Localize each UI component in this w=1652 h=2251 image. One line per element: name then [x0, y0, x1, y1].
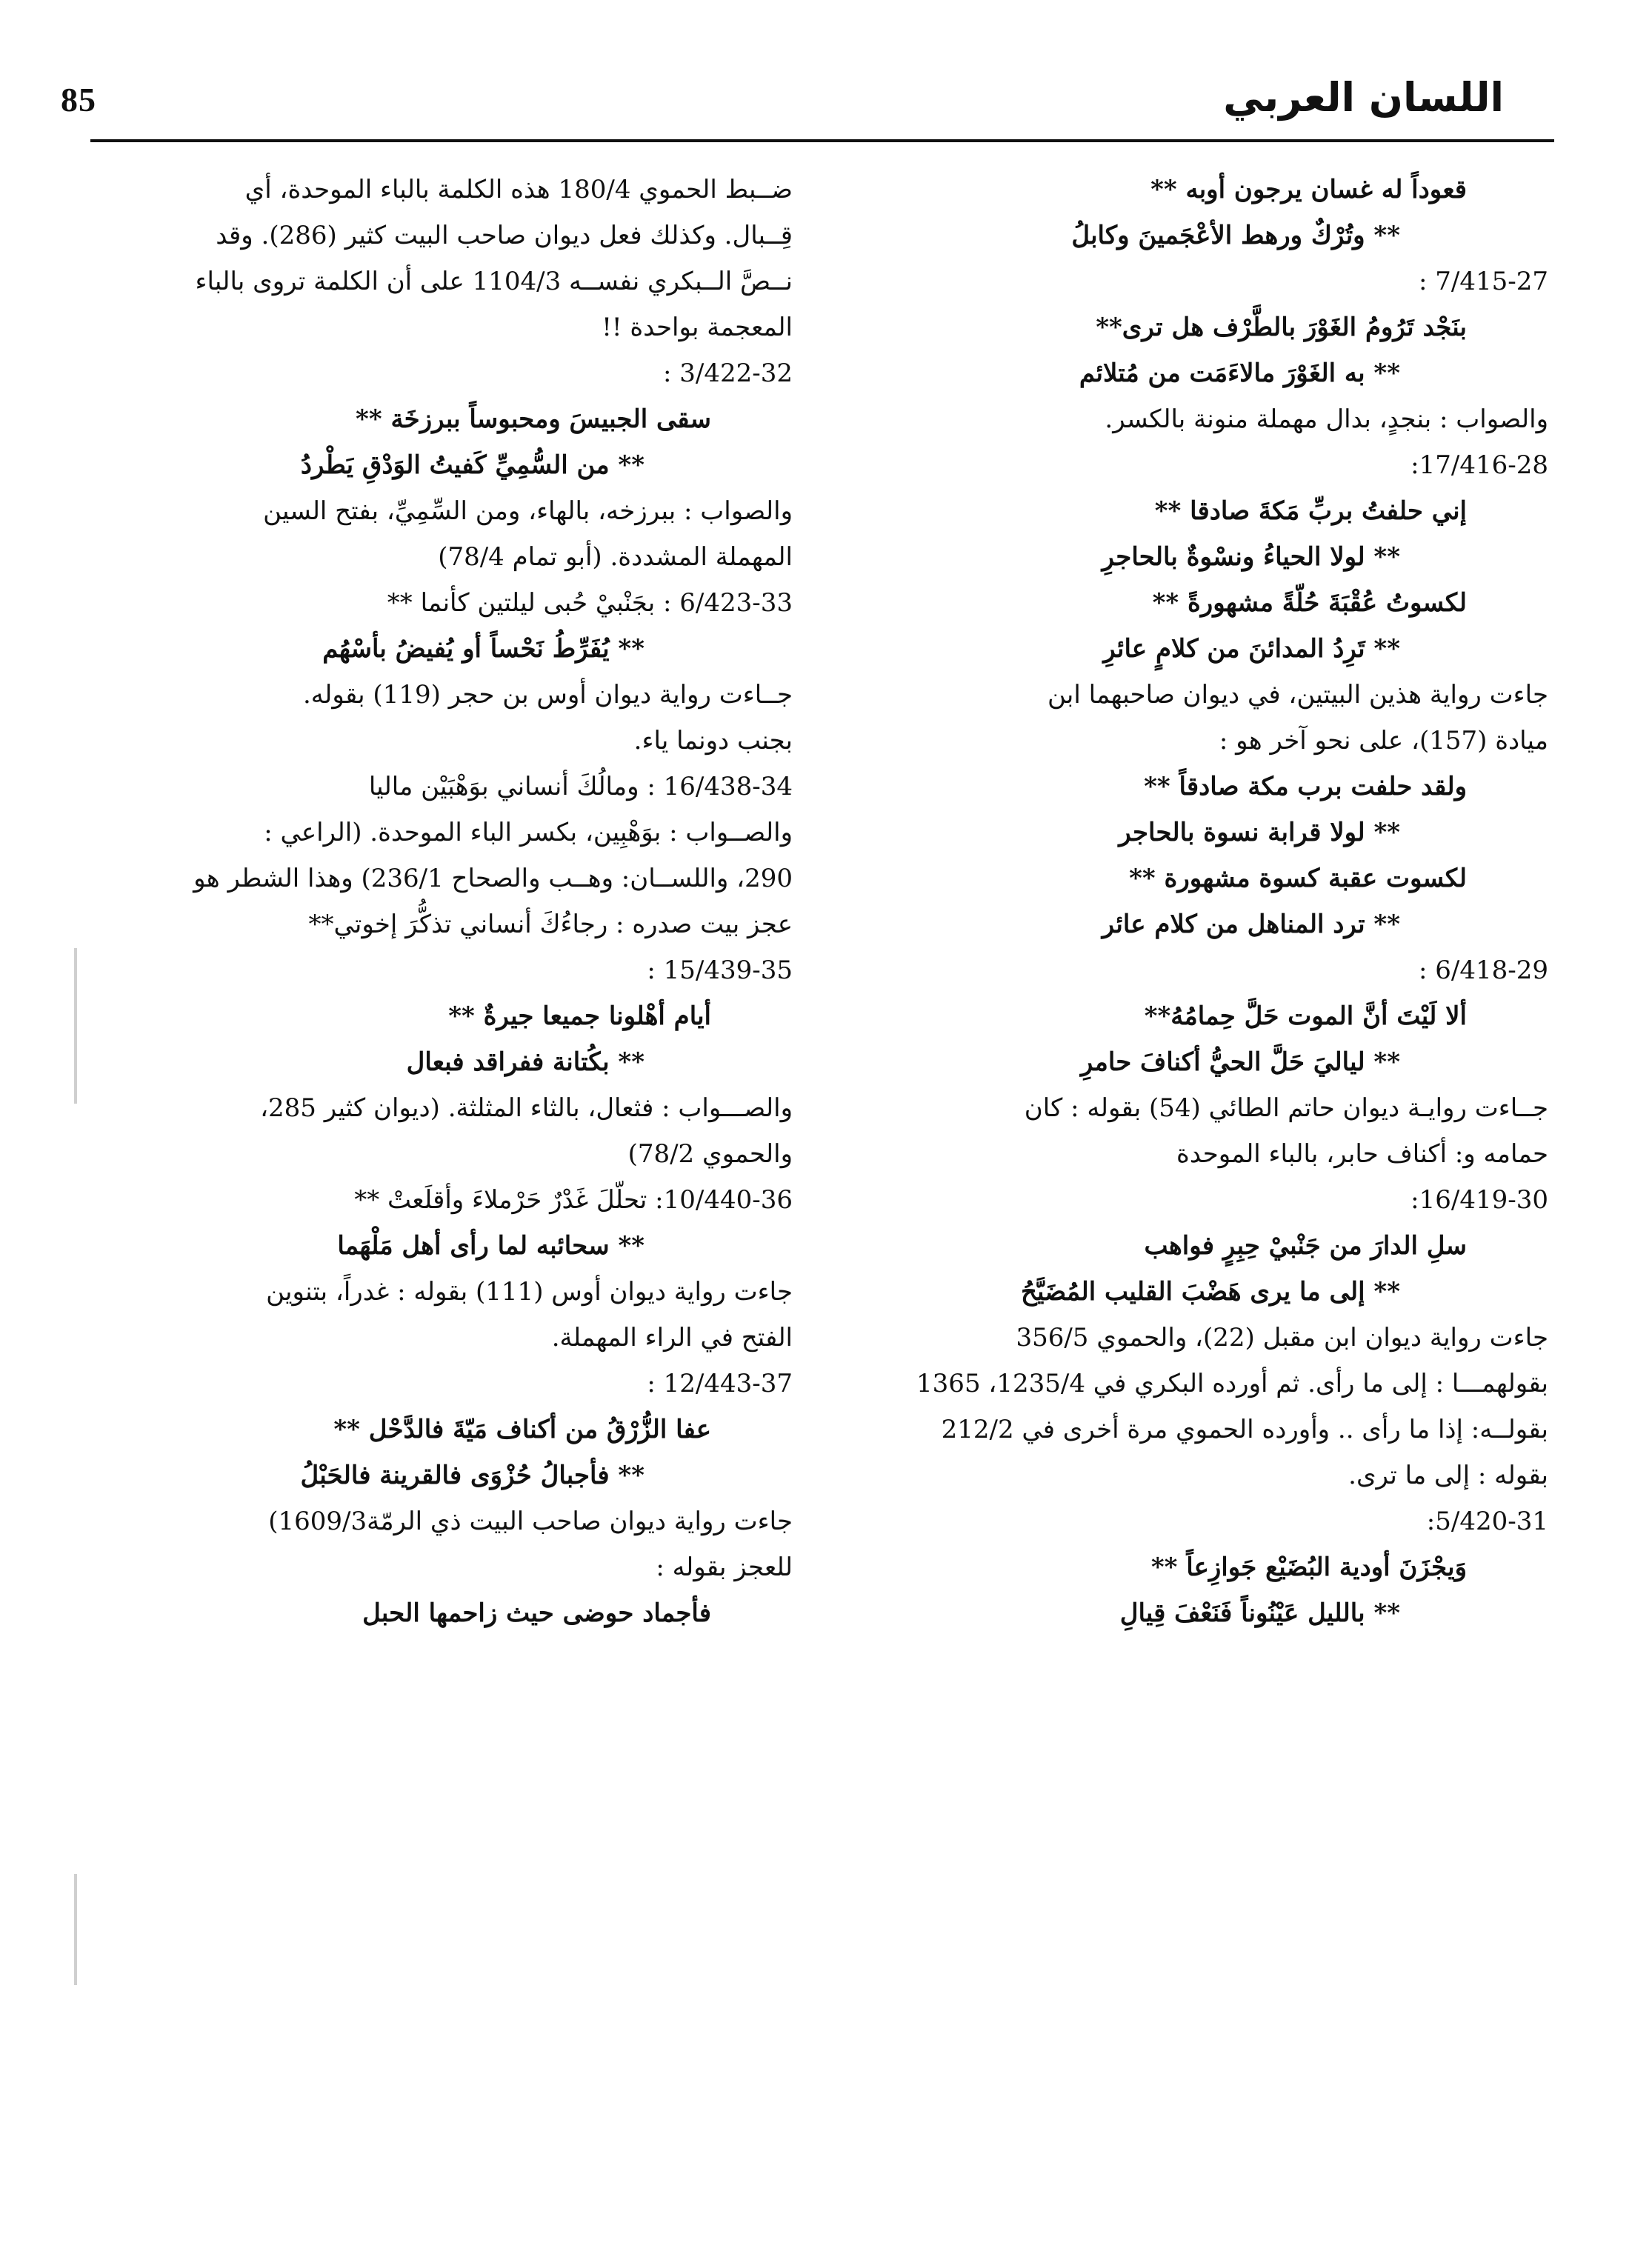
verse-reference: 16/438-34 : ومالُكَ أنساني بوَهْبَيْن ماليا: [368, 772, 793, 801]
commentary-line: بقولــه: إذا ما رأى .. وأورده الحموي مرة أخرى في 212/2: [941, 1415, 1548, 1444]
commentary-line: حمامه و: أكناف حابر، بالباء الموحدة: [1176, 1139, 1548, 1169]
verse-line: سلِ الدارَ من جَنْبيْ حِبِرٍ فواهب: [1144, 1231, 1467, 1261]
commentary-line: بقولهمـــا : إلى ما رأى. ثم أورده البكري في 1235/4، 1365: [916, 1369, 1548, 1398]
commentary-line: والصواب : بنجدٍ، بدال مهملة منونة بالكسر.: [1105, 404, 1548, 434]
verse-reference: 15/439-35 :: [647, 956, 793, 985]
verse-line: إني حلفتُ بربِّ مَكةَ صادقا **: [1154, 496, 1467, 526]
commentary-line: جــاءت رواية ديوان أوس بن حجر (119) بقوله.: [302, 680, 793, 710]
verse-line: ** ترد المناهل من كلام عائر: [1102, 910, 1400, 939]
verse-line: ** بالليل عَيْنُوناً فَنَعْفَ قِيالِ: [1119, 1598, 1400, 1628]
verse-line: لكسوتُ عُقْبَةَ حُلّةً مشهورةً **: [1152, 588, 1467, 618]
header-rule: [90, 139, 1554, 142]
verse-reference: 10/440-36: تحلّلَ غَدْرٌ حَرْملاءَ وأقلَعتْ **: [354, 1185, 793, 1215]
verse-line: ** به الغَوْرَ مالاءَمَت من مُتلائم: [1079, 359, 1400, 388]
scan-mark: [74, 948, 77, 1104]
commentary-line: والحموي 78/2): [627, 1139, 793, 1169]
journal-title: اللسان العربي: [1223, 74, 1504, 121]
commentary-line: المعجمة بواحدة !!: [602, 313, 793, 342]
verse-line: فأجماد حوضى حيث زاحمها الحبل: [362, 1598, 711, 1628]
verse-line: أيام أهْلونا جميعا جيرةٌ **: [448, 1001, 711, 1031]
commentary-line: جاءت رواية هذين البيتين، في ديوان صاحبهما ابن: [1048, 680, 1548, 710]
verse-reference: 3/422-32 :: [663, 359, 793, 388]
verse-reference: 16/419-30:: [1410, 1185, 1548, 1215]
verse-line: ** يُفَرِّطُ نَحْساً أو يُفيضُ بأسْهُم: [322, 634, 645, 664]
verse-line: ** تَرِدُ المدائنَ من كلامٍ عائرِ: [1103, 634, 1400, 664]
commentary-line: والصـــواب : فثعال، بالثاء المثلثة. (ديوان كثير 285،: [260, 1093, 793, 1123]
commentary-line: جاءت رواية ديوان صاحب البيت ذي الرمّة1609/3): [268, 1507, 793, 1536]
verse-line: ** فأجبالُ حُزْوَى فالقرينة فالحَبْلُ: [300, 1461, 645, 1490]
verse-line: عفا الزُّرْقُ من أكناف مَيّةَ فالدَّحْل **: [333, 1415, 711, 1444]
right-column: [852, 167, 1548, 1636]
verse-line: ** وتُرْكٌ ورهط الأعْجَمينَ وكابلُ: [1071, 221, 1400, 250]
commentary-line: ضــبط الحموي 180/4 هذه الكلمة بالباء الموحدة، أي: [244, 175, 793, 204]
verse-reference: 6/418-29 :: [1419, 956, 1548, 985]
commentary-line: 290، واللســان: وهــب والصحاح 236/1) وهذا الشطر هو: [193, 864, 793, 893]
left-column: [104, 167, 793, 1636]
commentary-line: للعجز بقوله :: [656, 1553, 793, 1582]
commentary-line: ميادة (157)، على نحو آخر هو :: [1219, 726, 1548, 756]
verse-line: ** لياليَ حَلَّ الحيُّ أكنافَ حامرِ: [1080, 1047, 1400, 1077]
verse-reference: 17/416-28:: [1410, 450, 1548, 480]
verse-line: بنَجْد تَرُومُ الغَوْرَ بالطَّرْف هل ترى**: [1096, 313, 1467, 342]
page-number: 85: [61, 81, 96, 119]
verse-line: ولقد حلفت برب مكة صادقاً **: [1144, 772, 1467, 801]
commentary-line: والصــواب : بوَهْبِين، بكسر الباء الموحدة. (الراعي :: [264, 818, 793, 847]
verse-reference: 7/415-27 :: [1419, 267, 1548, 296]
verse-line: ** إلى ما يرى هَضْبَ القليب المُضَيَّحُ: [1021, 1277, 1400, 1307]
verse-line: ** سحائبه لما رأى أهل مَلْهَما: [337, 1231, 645, 1261]
verse-reference: 5/420-31:: [1426, 1507, 1548, 1536]
verse-line: ** لولا قرابة نسوة بالحاجر: [1119, 818, 1400, 847]
verse-line: قعوداً له غسان يرجون أوبه **: [1150, 175, 1467, 204]
commentary-line: بقوله : إلى ما ترى.: [1348, 1461, 1548, 1490]
commentary-line: والصواب : ببرزخه، بالهاء، ومن السِّمِيِّ، بفتح السين: [263, 496, 793, 526]
commentary-line: المهملة المشددة. (أبو تمام 78/4): [438, 542, 793, 572]
page-header: [0, 0, 1652, 156]
verse-line: ** لولا الحياءُ ونسْوةٌ بالحاجرِ: [1102, 542, 1400, 572]
verse-line: ** من السُّمِيِّ كَفيتُ الوَدْقِ يَطْردُ: [300, 450, 645, 480]
commentary-line: عجز بيت صدره : رجاءُكَ أنساني تذكُّرَ إخوتي**: [308, 910, 793, 939]
verse-line: لكسوت عقبة كسوة مشهورة **: [1129, 864, 1467, 893]
verse-line: وَيجْزَنَ أودية البُضَيْع جَوازِعاً **: [1150, 1553, 1467, 1582]
verse-line: سقى الجبيسَ ومحبوساً ببرزخَة **: [356, 404, 711, 434]
verse-reference: 12/443-37 :: [647, 1369, 793, 1398]
commentary-line: جــاءت روايـة ديوان حاتم الطائي (54) بقوله : كان: [1024, 1093, 1548, 1123]
scan-mark: [74, 1874, 77, 1985]
verse-line: ** بكُتانة ففراقد فبعال: [406, 1047, 645, 1077]
commentary-line: جاءت رواية ديوان ابن مقبل (22)، والحموي 356/5: [1016, 1323, 1548, 1353]
commentary-line: قِــبال. وكذلك فعل ديوان صاحب البيت كثير (286). وقد: [216, 221, 793, 250]
commentary-line: نــصَّ الــبكري نفســه 1104/3 على أن الكلمة تروى بالباء: [195, 267, 793, 296]
commentary-line: جاءت رواية ديوان أوس (111) بقوله : غدراً، بتنوين: [266, 1277, 793, 1307]
verse-line: ألا لَيْتَ أنَّ الموت حَلَّ حِمامُهُ**: [1144, 1001, 1467, 1031]
verse-reference: 6/423-33 : بجَنْبيْ حُبى ليلتين كأنما **: [387, 588, 793, 618]
commentary-line: بجنب دونما ياء.: [633, 726, 793, 756]
commentary-line: الفتح في الراء المهملة.: [551, 1323, 793, 1353]
